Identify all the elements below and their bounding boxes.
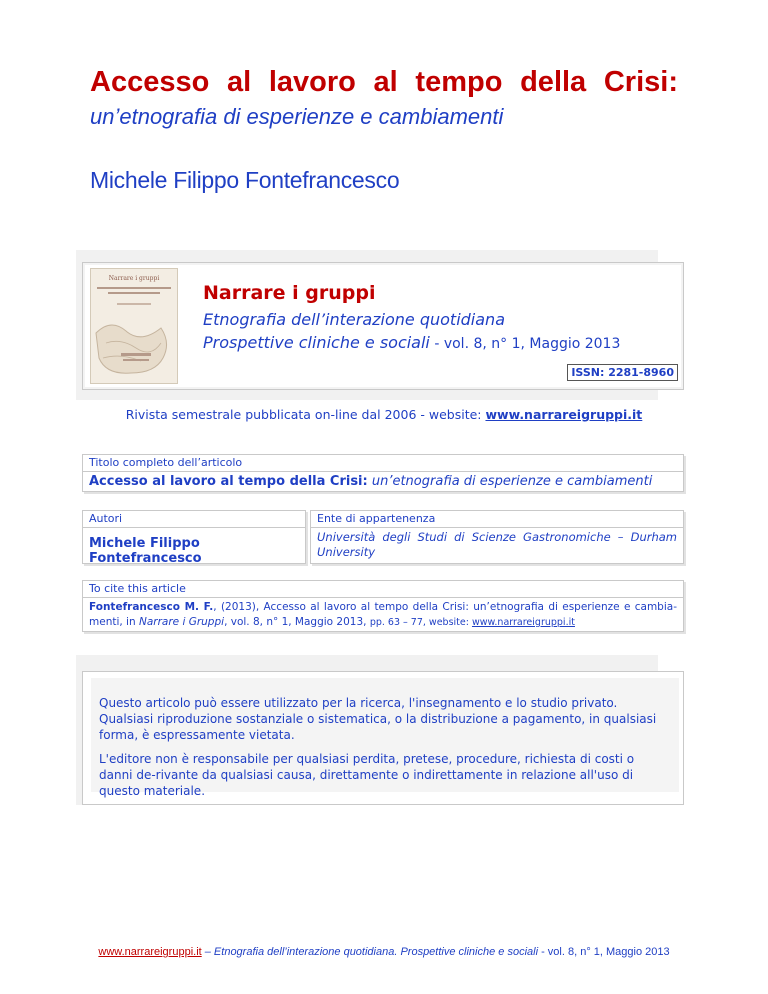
cover-title: Narrare i gruppi <box>108 275 160 282</box>
journal-cover-image <box>90 268 178 384</box>
journal-volume: - vol. 8, n° 1, Maggio 2013 <box>429 336 621 352</box>
journal-subtitle-1: Etnografia dell’interazione quotidiana <box>203 310 505 329</box>
journal-subtitle-2: Prospettive cliniche e sociali - vol. 8, n° 1, Maggio 2013 <box>203 333 621 352</box>
article-subtitle: un’etnografia di esperienze e cambiamenti <box>90 104 504 129</box>
affiliation-value: Università degli Studi di Scienze Gastronomiche – Durham University <box>317 530 677 559</box>
journal-tagline: Rivista semestrale pubblicata on-line dal 2006 - website: www.narrareigruppi.it <box>125 407 643 422</box>
footer-website-link[interactable]: www.narrareigruppi.it <box>98 946 202 958</box>
citation-label: To cite this article <box>83 581 683 598</box>
article-title-box <box>82 454 684 492</box>
citation-website-link[interactable]: www.narrareigruppi.it <box>471 617 575 628</box>
journal-website-link[interactable]: www.narrareigruppi.it <box>485 407 643 422</box>
citation-box <box>82 580 684 632</box>
affiliation-label: Ente di appartenenza <box>311 511 683 528</box>
page-footer: www.narrareigruppi.it – Etnografia dell’interazione quotidiana. Prospettive cliniche e sociali - vol. 8, n° 1, Maggio 2013 <box>98 946 670 958</box>
cover-map-illustration <box>91 313 177 383</box>
authors-value: Michele Filippo Fontefrancesco <box>89 536 202 566</box>
article-author: Michele Filippo Fontefrancesco <box>90 167 400 193</box>
copyright-inner <box>91 678 679 798</box>
affiliation-box <box>310 510 684 564</box>
article-title: Accesso al lavoro al tempo della Crisi: <box>90 66 678 98</box>
article-title-label: Titolo completo dell’articolo <box>83 455 683 472</box>
copyright-disclaimer: L'editore non è responsabile per qualsiasi perdita, pretese, procedure, richiesta di costi o danni de-rivante da qualsiasi causa, direttamente o indirettamente in relazione all'uso di questo materiale. <box>99 752 635 798</box>
copyright-box <box>82 671 684 805</box>
citation-text: Fontefrancesco M. F., (2013), Accesso al lavoro al tempo della Crisi: un’etnografia di esperienze e cambia-menti, in Narrare i Gruppi, vol. 8, n° 1, Maggio 2013, pp. 63 – 77, website: www.narrareigruppi.it <box>89 601 677 628</box>
copyright-usage: Questo articolo può essere utilizzato per la ricerca, l'insegnamento e lo studio privato. <box>99 696 618 710</box>
journal-name: Narrare i gruppi <box>203 282 376 304</box>
authors-box <box>82 510 306 564</box>
authors-label: Autori <box>83 511 305 528</box>
copyright-reproduction: Qualsiasi riproduzione sostanziale o sistematica, o la distribuzione a pagamento, in qualsiasi forma, è espressamente vietata. <box>99 712 657 742</box>
article-title-value: Accesso al lavoro al tempo della Crisi: un’etnografia di esperienze e cambiamenti <box>89 474 653 489</box>
issn-badge: ISSN: 2281-8960 <box>567 364 678 381</box>
